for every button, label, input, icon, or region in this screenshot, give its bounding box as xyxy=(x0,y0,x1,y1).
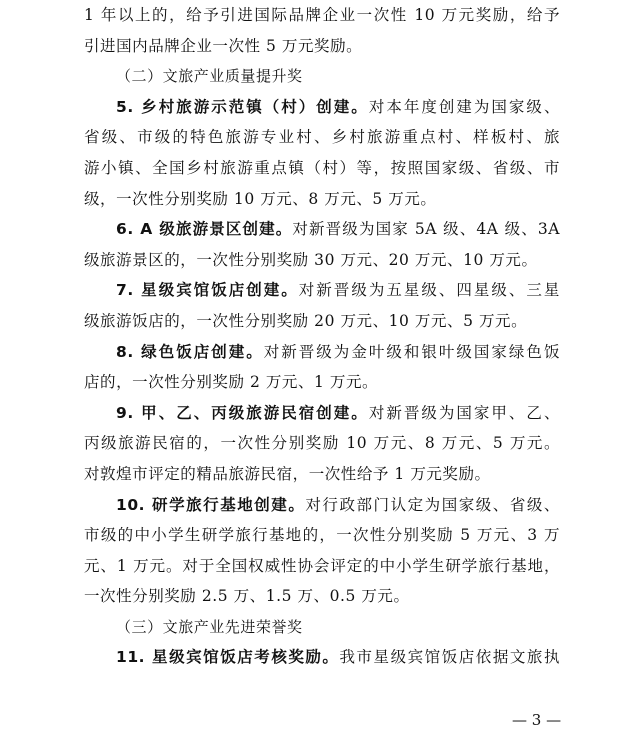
text-line xyxy=(84,642,560,673)
text-line: 丙级旅游民宿的，一次性分别奖励 10 万元、8 万元、5 万元。 xyxy=(84,434,560,453)
paragraph-text: 对新晋级为国家甲、乙、 xyxy=(368,403,560,422)
paragraph-8 xyxy=(84,337,560,398)
text-line xyxy=(84,92,560,123)
text-line: 1 年以上的，给予引进国际品牌企业一次性 10 万元奖励，给予 xyxy=(84,6,560,24)
paragraph-title: 9. 甲、乙、丙级旅游民宿创建。 xyxy=(116,403,369,422)
paragraph-5 xyxy=(84,92,560,214)
text-line: 级旅游景区的，一次性分别奖励 30 万元、20 万元、10 万元。 xyxy=(84,250,538,269)
paragraph-7 xyxy=(84,275,560,336)
section-heading-3: （三）文旅产业先进荣誉奖 xyxy=(116,617,303,636)
paragraph-text: 对行政部门认定为国家级、省级、 xyxy=(305,495,560,514)
text-line: 店的，一次性分别奖励 2 万元、1 万元。 xyxy=(84,373,379,392)
text-line xyxy=(84,337,560,368)
text-line xyxy=(84,490,560,521)
paragraph-title: 11. 星级宾馆饭店考核奖励。 xyxy=(116,648,340,667)
text-line xyxy=(84,275,560,306)
paragraph-title: 8. 绿色饭店创建。 xyxy=(116,342,264,361)
text-line: 市级的中小学生研学旅行基地的，一次性分别奖励 5 万元、3 万 xyxy=(84,526,560,545)
text-line: 对敦煌市评定的精品旅游民宿，一次性给予 1 万元奖励。 xyxy=(84,464,491,483)
paragraph-text: 对新晋级为国家 5A 级、4A 级、3A xyxy=(292,220,560,239)
page-number: — 3 — xyxy=(512,711,562,729)
paragraph-title: 7. 星级宾馆饭店创建。 xyxy=(116,281,299,300)
paragraph-10 xyxy=(84,490,560,612)
paragraph-6 xyxy=(84,214,560,275)
paragraph-9 xyxy=(84,398,560,490)
paragraph-title: 6. A 级旅游景区创建。 xyxy=(116,220,293,239)
text-line: 引进国内品牌企业一次性 5 万元奖励。 xyxy=(84,36,363,55)
text-line: 游小镇、全国乡村旅游重点镇（村）等，按照国家级、省级、市 xyxy=(84,158,560,177)
paragraph-text: 对新晋级为金叶级和银叶级国家绿色饭 xyxy=(263,342,560,361)
paragraph-11 xyxy=(84,642,560,673)
paragraph-title: 5. 乡村旅游示范镇（村）创建。 xyxy=(116,97,369,116)
paragraph-text: 对本年度创建为国家级、 xyxy=(368,97,560,116)
paragraph-text: 对新晋级为五星级、四星级、三星 xyxy=(298,281,560,300)
section-heading-2: （二）文旅产业质量提升奖 xyxy=(116,67,303,86)
text-line xyxy=(84,398,560,429)
text-line xyxy=(84,214,560,245)
paragraph-text: 我市星级宾馆饭店依据文旅执 xyxy=(339,648,561,667)
document-body xyxy=(84,0,560,673)
text-line: 元、1 万元。对于全国权威性协会评定的中小学生研学旅行基地， xyxy=(84,556,560,575)
text-line: 级，一次性分别奖励 10 万元、8 万元、5 万元。 xyxy=(84,189,437,208)
text-line: 省级、市级的特色旅游专业村、乡村旅游重点村、样板村、旅 xyxy=(84,128,560,147)
text-line: 一次性分别奖励 2.5 万、1.5 万、0.5 万元。 xyxy=(84,587,410,606)
text-line: 级旅游饭店的，一次性分别奖励 20 万元、10 万元、5 万元。 xyxy=(84,311,528,330)
paragraph-title: 10. 研学旅行基地创建。 xyxy=(116,495,306,514)
